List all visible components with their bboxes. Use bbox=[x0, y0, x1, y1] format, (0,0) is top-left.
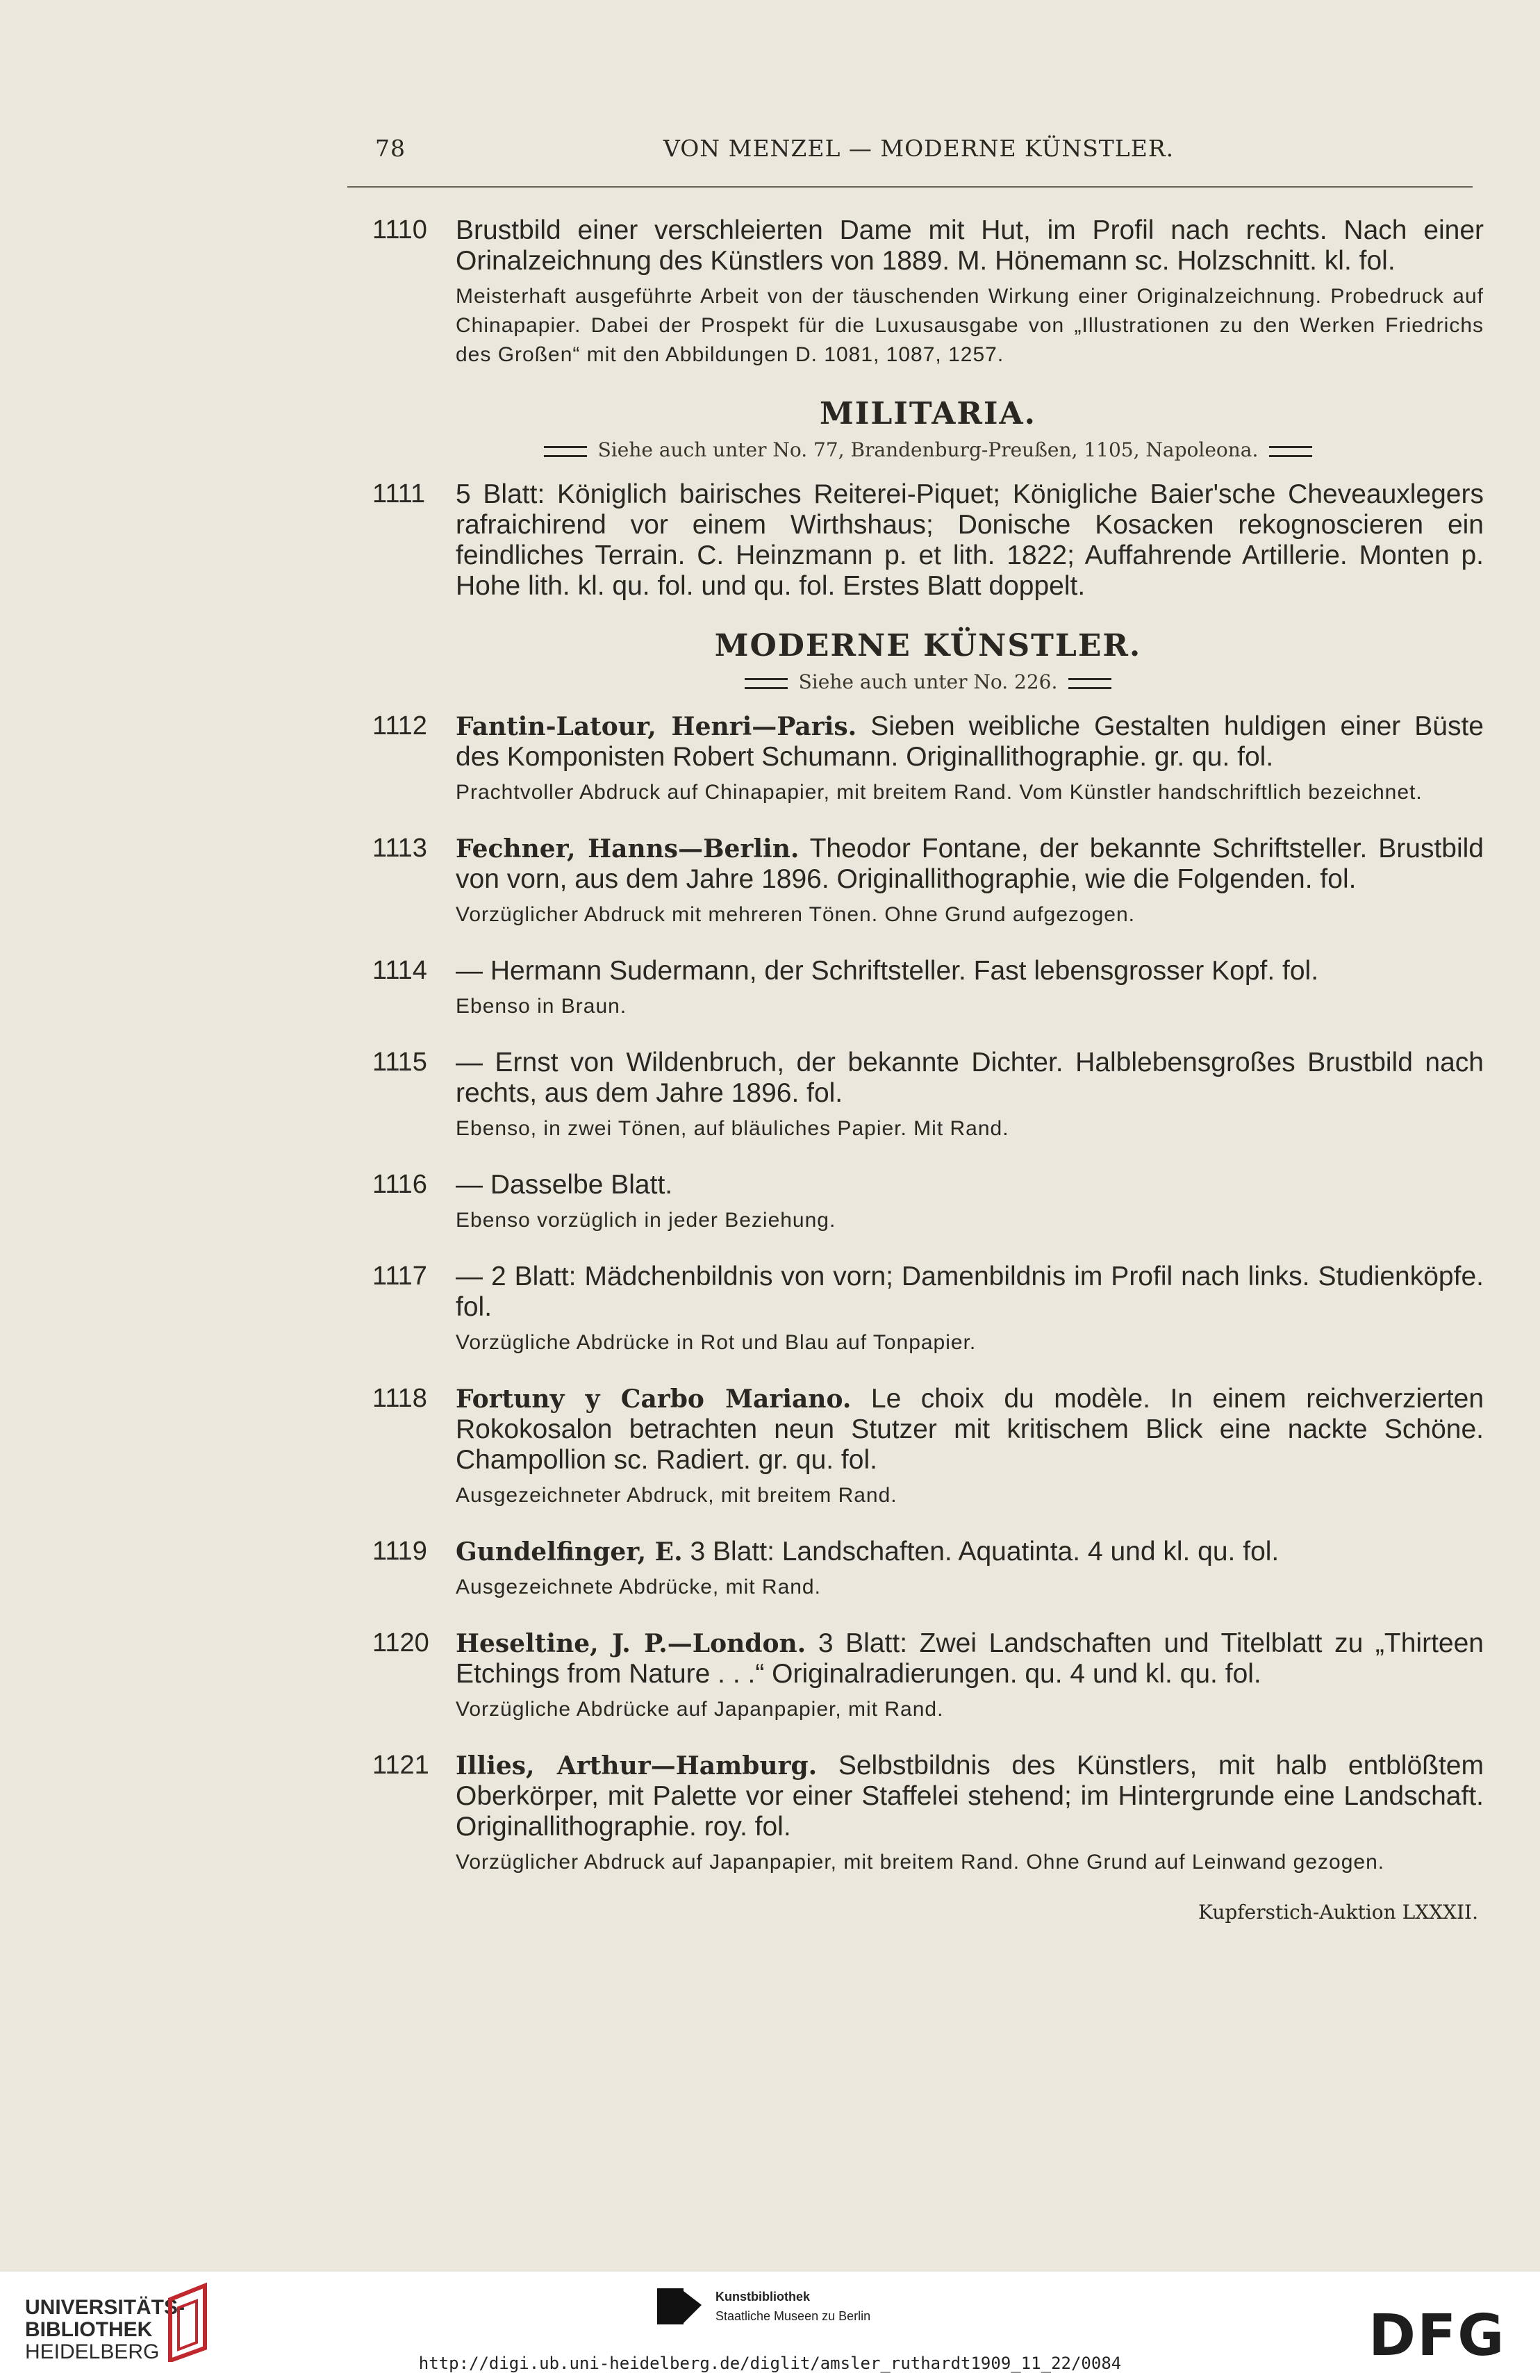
entry-note: Meisterhaft ausgeführte Arbeit von der täuschenden Wirkung einer Originalzeichnung. Probedruck auf Chinapapier. Dabei der Prospekt für die Luxusausgabe von „Illustrationen zu den Werken Friedrichs des Großen“ mit den Abbildungen D. 1081, 1087, 1257. bbox=[456, 285, 1484, 366]
entry-note: Vorzüglicher Abdruck mit mehreren Tönen. Ohne Grund aufgezogen. bbox=[456, 903, 1135, 926]
double-rule-right bbox=[1269, 446, 1312, 457]
catalog-entry bbox=[372, 1384, 1484, 1510]
entry-body bbox=[456, 1537, 1484, 1567]
entry-text: Theodor Fontane, der bekannte Schriftsteller. Brustbild von vorn, aus dem Jahre 1896. Originallithographie, wie die Folgenden. fol. bbox=[456, 834, 1484, 894]
see-also-text: Siehe auch unter No. 226. bbox=[798, 670, 1058, 693]
entries-top bbox=[372, 215, 1484, 370]
entry-text: Sieben weibliche Gestalten huldigen einer Büste des Komponisten Robert Schumann. Originallithographie. gr. qu. fol. bbox=[456, 711, 1484, 772]
catalog-entry bbox=[372, 1628, 1484, 1724]
section-title-moderne: MODERNE KÜNSTLER. bbox=[714, 628, 1142, 663]
artist-name: Gundelfinger, E. bbox=[456, 1537, 683, 1567]
entry-note: Vorzügliche Abdrücke auf Japanpapier, mit Rand. bbox=[456, 1698, 944, 1721]
entries-moderne bbox=[372, 711, 1484, 1877]
artist-name: Fantin-Latour, Henri—Paris. bbox=[456, 712, 857, 741]
double-rule-left bbox=[544, 446, 587, 457]
permalink-url[interactable]: http://digi.ub.uni-heidelberg.de/diglit/amsler_ruthardt1909_11_22/0084 bbox=[418, 2354, 1122, 2373]
entry-note: Ebenso in Braun. bbox=[456, 995, 627, 1018]
entry-text: — 2 Blatt: Mädchenbildnis von vorn; Damenbildnis im Profil nach links. Studienköpfe. fol. bbox=[456, 1262, 1484, 1322]
entry-note: Prachtvoller Abdruck auf Chinapapier, mit breitem Rand. Vom Künstler handschriftlich bezeichnet. bbox=[456, 781, 1423, 804]
entry-body bbox=[456, 711, 1484, 772]
header-rule bbox=[347, 186, 1473, 188]
entry-note: Ebenso vorzüglich in jeder Beziehung. bbox=[456, 1209, 836, 1232]
entry-text: Selbstbildnis des Künstlers, mit halb entblößtem Oberkörper, mit Palette vor einer Staffelei stehend; im Hintergrunde eine Landschaft. Originallithographie. roy. fol. bbox=[456, 1751, 1484, 1842]
section-title-militaria: MILITARIA. bbox=[820, 396, 1036, 431]
entry-number: 1121 bbox=[372, 1751, 429, 1780]
running-header bbox=[347, 135, 1473, 170]
entry-text: — Dasselbe Blatt. bbox=[456, 1170, 673, 1200]
entry-text: — Ernst von Wildenbruch, der bekannte Dichter. Halblebensgroßes Brustbild nach rechts, aus dem Jahre 1896. fol. bbox=[456, 1048, 1484, 1108]
ub-logo-icon bbox=[156, 2279, 219, 2362]
entry-text: Le choix du modèle. In einem reichverzierten Rokokosalon betrachten neun Stutzer mit kritischem Blick eine nackte Schöne. Champollion sc. Radiert. gr. qu. fol. bbox=[456, 1384, 1484, 1475]
entry-number: 1112 bbox=[372, 711, 427, 741]
entry-number: 1115 bbox=[372, 1048, 427, 1077]
ub-line1: UNIVERSITÄTS- bbox=[25, 2296, 185, 2319]
entry-body bbox=[456, 1751, 1484, 1842]
kb-line1: Kunstbibliothek bbox=[715, 2290, 810, 2304]
entry-body bbox=[456, 479, 1484, 602]
entry-number: 1110 bbox=[372, 215, 427, 245]
entry-body bbox=[456, 834, 1484, 895]
catalog-entry bbox=[372, 1170, 1484, 1235]
running-title: VON MENZEL — MODERNE KÜNSTLER. bbox=[663, 135, 1175, 162]
see-also-moderne bbox=[372, 670, 1484, 693]
double-rule-right bbox=[1068, 678, 1111, 689]
entries-militaria bbox=[372, 479, 1484, 602]
catalog-entry bbox=[372, 1751, 1484, 1877]
entry-number: 1119 bbox=[372, 1537, 427, 1566]
ub-line3: HEIDELBERG bbox=[25, 2340, 160, 2363]
digitization-bar bbox=[0, 2272, 1540, 2380]
entry-note: Vorzüglicher Abdruck auf Japanpapier, mit breitem Rand. Ohne Grund auf Leinwand gezogen. bbox=[456, 1851, 1385, 1874]
artist-name: Illies, Arthur—Hamburg. bbox=[456, 1751, 818, 1780]
entry-body bbox=[456, 956, 1484, 986]
entry-body bbox=[456, 1628, 1484, 1689]
catalog-entry bbox=[372, 1537, 1484, 1602]
entry-number: 1113 bbox=[372, 834, 427, 863]
entry-number: 1114 bbox=[372, 956, 427, 985]
double-rule-left bbox=[745, 678, 788, 689]
ub-line2: BIBLIOTHEK bbox=[25, 2318, 153, 2341]
entry-note: Ausgezeichnete Abdrücke, mit Rand. bbox=[456, 1576, 821, 1598]
artist-name: Heseltine, J. P.—London. bbox=[456, 1629, 806, 1658]
entry-number: 1116 bbox=[372, 1170, 427, 1199]
page-number: 78 bbox=[375, 135, 406, 162]
entry-body bbox=[456, 215, 1484, 276]
entry-body bbox=[456, 1170, 1484, 1200]
entry-note: Vorzügliche Abdrücke in Rot und Blau auf Tonpapier. bbox=[456, 1331, 977, 1354]
artist-name: Fechner, Hanns—Berlin. bbox=[456, 834, 800, 863]
catalog-entry bbox=[372, 1048, 1484, 1143]
entry-body bbox=[456, 1384, 1484, 1476]
kunstbibliothek-text bbox=[715, 2287, 870, 2326]
entry-number: 1118 bbox=[372, 1384, 427, 1413]
catalog-entry bbox=[372, 834, 1484, 929]
see-also-militaria bbox=[372, 438, 1484, 461]
dfg-logo: DFG bbox=[1368, 2303, 1506, 2369]
see-also-text: Siehe auch unter No. 77, Brandenburg-Preußen, 1105, Napoleona. bbox=[597, 438, 1259, 461]
catalog-entry bbox=[372, 1262, 1484, 1357]
catalog-entry bbox=[372, 711, 1484, 807]
catalog-entry bbox=[372, 479, 1484, 602]
entry-text: 3 Blatt: Landschaften. Aquatinta. 4 und kl. qu. fol. bbox=[690, 1537, 1280, 1567]
entry-body bbox=[456, 1262, 1484, 1323]
auction-footer: Kupferstich-Auktion LXXXII. bbox=[1198, 1901, 1478, 1924]
entry-number: 1120 bbox=[372, 1628, 429, 1658]
entry-note: Ausgezeichneter Abdruck, mit breitem Rand. bbox=[456, 1484, 897, 1507]
kb-line2: Staatliche Museen zu Berlin bbox=[715, 2309, 871, 2323]
catalog-entry bbox=[372, 956, 1484, 1021]
entry-note: Ebenso, in zwei Tönen, auf bläuliches Papier. Mit Rand. bbox=[456, 1117, 1009, 1140]
kunstbibliothek-logo-icon bbox=[653, 2284, 706, 2329]
entry-text: Brustbild einer verschleierten Dame mit Hut, im Profil nach rechts. Nach einer Orinalzeichnung des Künstlers von 1889. M. Hönemann sc. Holzschnitt. kl. fol. bbox=[456, 215, 1484, 276]
entry-number: 1117 bbox=[372, 1262, 427, 1291]
entry-body bbox=[456, 1048, 1484, 1109]
entry-text: 3 Blatt: Zwei Landschaften und Titelblatt zu „Thirteen Etchings from Nature . . .“ Originalradierungen. qu. 4 und kl. qu. fol. bbox=[456, 1628, 1484, 1689]
entry-text: 5 Blatt: Königlich bairisches Reiterei-Piquet; Königliche Baier'sche Cheveauxlegers rafraichirend vor einem Wirthshaus; Donische Kosacken rekognoscieren ein feindliches Terrain. C. Heinzmann p. et lith. 1822; Auffahrende Artillerie. Monten p. Hohe lith. kl. qu. fol. und qu. fol. Erstes Blatt doppelt. bbox=[456, 479, 1484, 601]
catalog-content bbox=[372, 215, 1484, 1924]
entry-text: — Hermann Sudermann, der Schriftsteller. Fast lebensgrosser Kopf. fol. bbox=[456, 956, 1319, 986]
artist-name: Fortuny y Carbo Mariano. bbox=[456, 1385, 852, 1414]
entry-number: 1111 bbox=[372, 479, 426, 509]
catalog-entry bbox=[372, 215, 1484, 370]
